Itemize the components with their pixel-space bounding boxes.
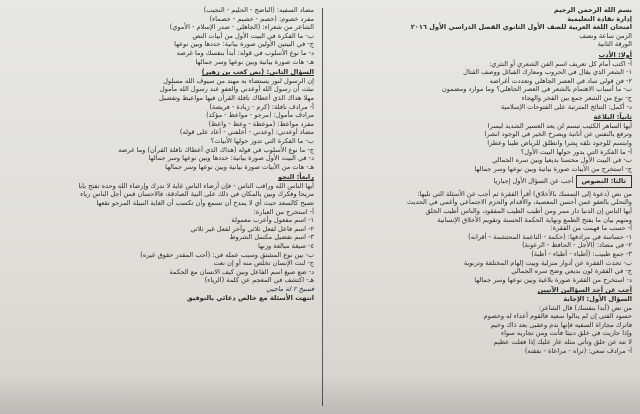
text-line: ب- في البيت الأول محسنا بديعيا وبين سره الجمالي [492, 156, 632, 165]
text-line: ٢- في مضاد: (الأجل - الحافظ - الرعونة) [522, 241, 632, 250]
handwritten-note: فسيخ ٢ لة ماجيي [266, 285, 314, 293]
text-line: أيها الناس إن الدنيا دار ممر ومن أطيب الطيب المفقود، والناس أطيب الخلق [425, 207, 632, 216]
text-line: أيها الناس الله وراقب الناس - فإن أرضاء الناس غاية لا تدرك وإرضاء الله وحده تفتح بابا [78, 181, 314, 190]
text-line: نبئت أن رسول الله أوعدني والعفو عند رسول الله مأمول [159, 85, 314, 94]
text-line: من نص (أبدا بنفسك) قال الشاعر: [538, 303, 632, 312]
text-line: مرادف مأمول: (مرجو - مواعظ - مؤكد) [206, 111, 314, 120]
text-line: أ- مرادف سعي: (تراه - مراعاة - نفقته) [524, 346, 632, 355]
photo-shadow [0, 374, 640, 414]
section-box: ثالثا: النصوص [576, 175, 632, 188]
text-line: وإذا جاريت في خلق دنيئا فأنت ومن تجاريه سواء [500, 329, 632, 338]
text-line: ب- بين نوع المشتق وسبب عمله في: (أحب المقدر حقوق غيره) [140, 250, 314, 259]
text-line: هـ- هات من الأبيات صورة بيانية وبين نوعها وسر جمالها [165, 162, 314, 171]
text-line: ج- في البيتين الأولين صورة بيانية: حددها وبين نوعها [174, 40, 314, 49]
right-column [320, 6, 632, 408]
section-title: ثانياً: البلاغة [593, 113, 632, 122]
text-line: ج- نوع من الشعر جمع بين الفخر والهجاء [521, 93, 632, 102]
text-line: ج- لنت الإنسان تخلص منه أو إن نعت [213, 259, 314, 268]
text-line: والتحلي بالعفو عمن أحسن المعصية، والأقدام والحزم الاجتماعي وأغمي في الحديث [407, 198, 632, 207]
text-line: د- ما نوع الأسلوب في قوله: أبدأ بنفسك وما غرضه [176, 48, 314, 57]
text-line: مضاد أوعدني: (وعدني - أخلفني - أعاد على قوله) [179, 128, 314, 137]
text-line: حسود الفتى إن لم ينالوا سعيه فالقوم أعداء له وخصوم [483, 312, 632, 321]
text-line: ب- ما أسباب الاهتمام بالشعر في العصر الجاهلي؟ وما موارد ومضمون [441, 85, 632, 94]
header-line: إدارة نقادة التعليمية [567, 14, 632, 23]
text-line: ب- تحدث الفقرة عن أدوار منزلية وبيت إلهام المختلفة وتربوية [463, 258, 632, 267]
section-title: أولا: الأدب [598, 50, 632, 59]
text-line: ٣- اسم تفضيل مكتمل الشروط [229, 233, 314, 242]
text-line: مهلا هداك الذي أعطاك نافلة القرآن فيها مواعيظ وتفصيل [159, 93, 314, 102]
text-line: ج- ما نوع الأسلوب في قوله (هداك الذي أعطاك نافلة القرآن) وما غرضه [118, 145, 314, 154]
text-line: أ- مرادف نافلة: (كرم - زيادة - فريضة) [209, 102, 314, 111]
text-line: ٢- اسم فاعل لفعل ثلاثي وآخر لفعل غير ثلاثي [190, 224, 314, 233]
text-line: مضاد السفيه: (الناضج - الحليم - النجيب) [203, 6, 314, 14]
text-line: تصبح كالسعد حيث أي لا يمدح أن تسمع وأن تكسب أن الغاية النبيلة المرجو تقعها [96, 199, 314, 208]
section-intro: أجب عن السؤال الأول إجباريا [493, 177, 574, 186]
question-title: السؤال الثاني: (نص كعب بن زهير) [201, 68, 314, 77]
text-line: لا تنه عن خلق وتأتي مثله عار عليك إذا فعلت عظيم [493, 337, 632, 346]
left-column [14, 6, 314, 408]
header-line: الزمن ساعة ونصف [579, 31, 632, 40]
text-line: أ- ما الفكرة التي يدور حولها البيت الأول؟ [520, 147, 632, 156]
text-line: أ- حسب ما فهمت من الفقرة: [550, 224, 632, 233]
text-line: من نص (دعوة إلى التمسك بالأخلاق) أقرأ الفقرة ثم أجب عن الأسئلة التي تليها: [417, 189, 632, 198]
text-line: مفرد خصوم: (خصم - خصيم - خصماء) [209, 14, 314, 23]
text-line: هـ- هات صورة بيانية وبين نوعها وسر جمالها [195, 57, 314, 66]
text-line: أيها الساهر الكئيب تبسم لن يعد العسير الشديد ليسرا [487, 121, 632, 130]
text-line: ب- ما الفكرة في البيت الأول من أبيات النص [192, 31, 314, 40]
text-line: ج- استخرج من الأبيات صورة بيانية وبين نوعها وسر جمالها [474, 164, 632, 173]
text-line: د- في البيت الأول صورة بيانية: حددها وبين نوعها وسر جمالها [148, 154, 314, 163]
section-title: رابعاً: النحو [278, 173, 314, 182]
text-line: ومنهم بيان ما يفتح الطمع ونهاية الحكمة الحسنة وتقويم الأخلاق الإنسانية [437, 215, 632, 224]
text-line: أ- استخرج من العبارة: [253, 207, 314, 216]
text-line: د- أكمل: النتائج المترتبة على الفتوحات الإسلامية [500, 102, 632, 111]
text-line: أ- اكتب أمام كل تعريف اسم الفن الشعري أو النثري: [489, 59, 632, 68]
text-line: ١- حساسة في مرادفها: (حكمة - الناعمة المحتشمة - أقرانه) [468, 232, 632, 241]
text-line: إن الرسول لنور يستضاء به مهند من سيوف الله مسلول [163, 76, 314, 85]
text-line: ١- اسم مفعول وأعرب معمولة [231, 216, 314, 225]
text-line: ١- الشعر الذي يقال في الحروب ومعارك القبائل ووصف القتال [463, 68, 632, 77]
text-line: هـ- اكتشف في المعجم عن كلمة (الرياء) [204, 276, 314, 285]
text-line: ب- ما الفكرة التي تدور حولها الأبيات؟ [210, 136, 314, 145]
text-line: مفرد مواعظ: (موعظة - وعظ - واعظ) [208, 119, 314, 128]
section-title: أجب عن أحد السؤالين الآتيين [537, 286, 632, 295]
question-title: السؤال الأول: الإجابة [563, 295, 632, 303]
text-line: ٤- صيغة مبالغة وزنها [257, 242, 314, 251]
text-line: وابتسم للوجود تلقه بِشرا وانطلق للرياض طيبا وعطرا [487, 138, 632, 147]
header-line: بسم الله الرحمن الرحيم [553, 6, 632, 14]
text-line: فاترك مجاراة السفيه فإنها ندم وعقبى بعد ذاك وخيم [490, 320, 632, 329]
text-line: وترفع بالنفس عن أنانية ويصرخ الخير في الوجود انشرا [484, 130, 632, 139]
text-line: الشاعر من شعراء: (الجاهلي - صدر الإسلام - الأموي) [169, 23, 314, 32]
closing-line: انتهت الأسئلة مع خالص دعائي بالتوفيق [186, 293, 314, 302]
text-line: د- استخرج من الفقرة صورة بلاغية وبين نوعها وسر جمالها [474, 275, 632, 284]
text-line: د- ضع صيغ اسم الفاعل وبين كيف الانسان مع الحكمة [169, 267, 314, 276]
header-line: الورقة الثانية [597, 40, 632, 49]
header-line: امتحان اللغة العربية للصف الأول الثانوي الفصل الدراسي الأول ٢٠١٦ [410, 23, 632, 32]
text-line: ٣- جمع طبيب: (أطباء - أطباء - أطبة) [531, 250, 632, 259]
text-line: مريحا وفكرك وبين بالمكان في ذلك على النية الصادقة، فالاحسان فمن أجل الناس رياء [80, 190, 314, 199]
text-line: ٢- فن قولي ساد في العصر الجاهلي وتعددت أغراضه [489, 76, 632, 85]
text-line: ج- في الفقرة لون بديعي وضح سره الجمالي [511, 267, 632, 276]
